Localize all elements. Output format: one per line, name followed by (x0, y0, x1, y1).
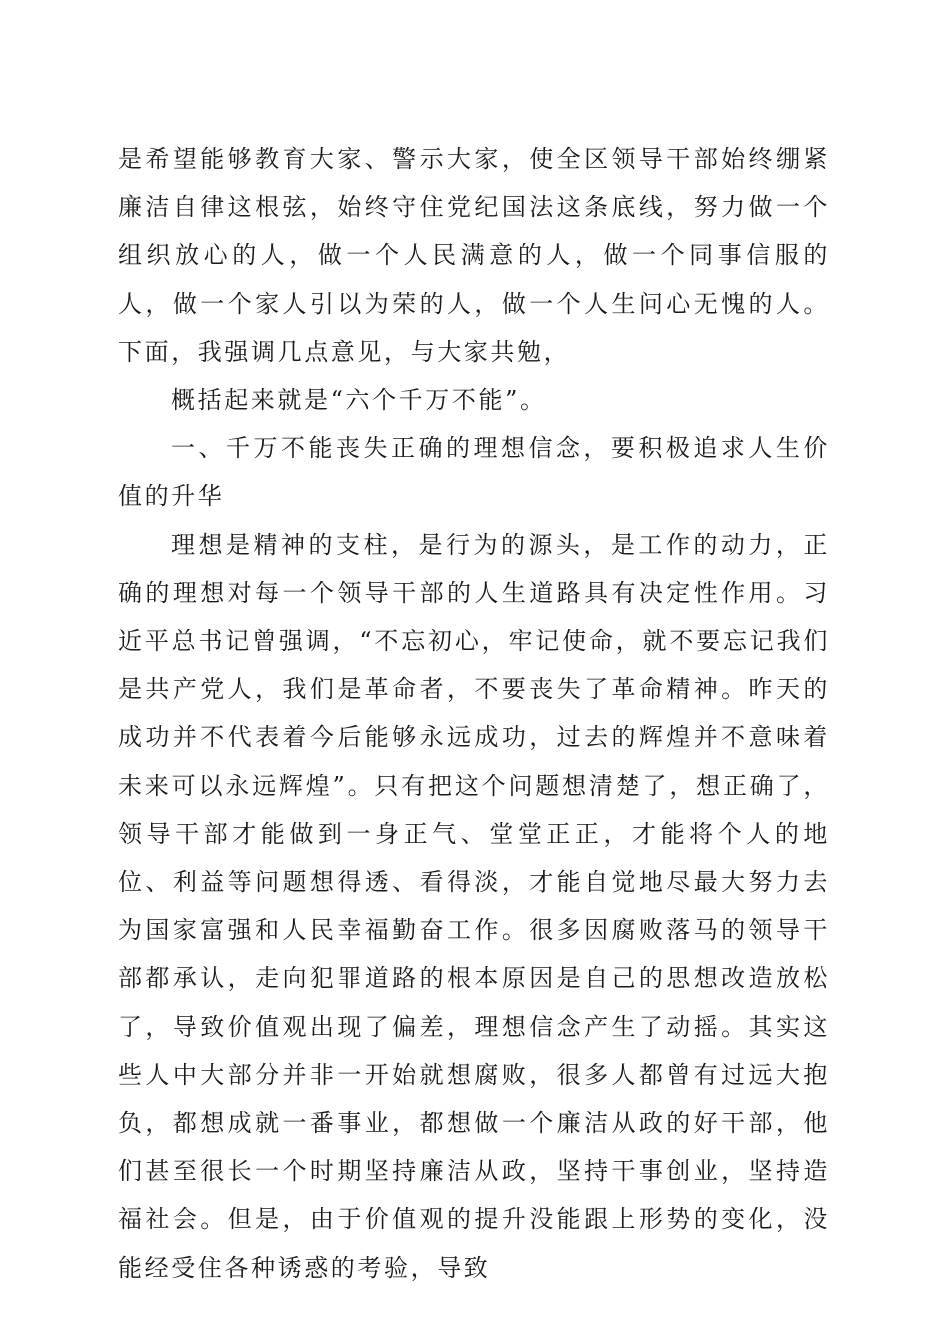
paragraph-continuation: 是希望能够教育大家、警示大家，使全区领导干部始终绷紧廉洁自律这根弦，始终守住党纪国法这条底线，努力做一个组织放心的人，做一个人民满意的人，做一个同事信服的人，做一个家人引以为荣的人，做一个人生问心无愧的人。下面，我强调几点意见，与大家共勉， (118, 145, 830, 366)
section-heading-1: 一、千万不能丧失正确的理想信念，要积极追求人生价值的升华 (118, 434, 830, 511)
paragraph-summary: 概括起来就是“六个千万不能”。 (171, 386, 547, 415)
document-body (118, 135, 830, 1292)
paragraph-body: 理想是精神的支柱，是行为的源头，是工作的动力，正确的理想对每一个领导干部的人生道路具有决定性作用。习近平总书记曾强调，“不忘初心，牢记使命，就不要忘记我们是共产党人，我们是革命者，不要丧失了革命精神。昨天的成功并不代表着今后能够永远成功，过去的辉煌并不意味着未来可以永远辉煌”。只有把这个问题想清楚了，想正确了，领导干部才能做到一身正气、堂堂正正，才能将个人的地位、利益等问题想得透、看得淡，才能自觉地尽最大努力去为国家富强和人民幸福勤奋工作。很多因腐败落马的领导干部都承认，走向犯罪道路的根本原因是自己的思想改造放松了，导致价值观出现了偏差，理想信念产生了动摇。其实这些人中大部分并非一开始就想腐败，很多人都曾有过远大抱负，都想成就一番事业，都想做一个廉洁从政的好干部，他们甚至很长一个时期坚持廉洁从政，坚持干事创业，坚持造福社会。但是，由于价值观的提升没能跟上形势的变化，没能经受住各种诱惑的考验，导致 (118, 530, 830, 1282)
